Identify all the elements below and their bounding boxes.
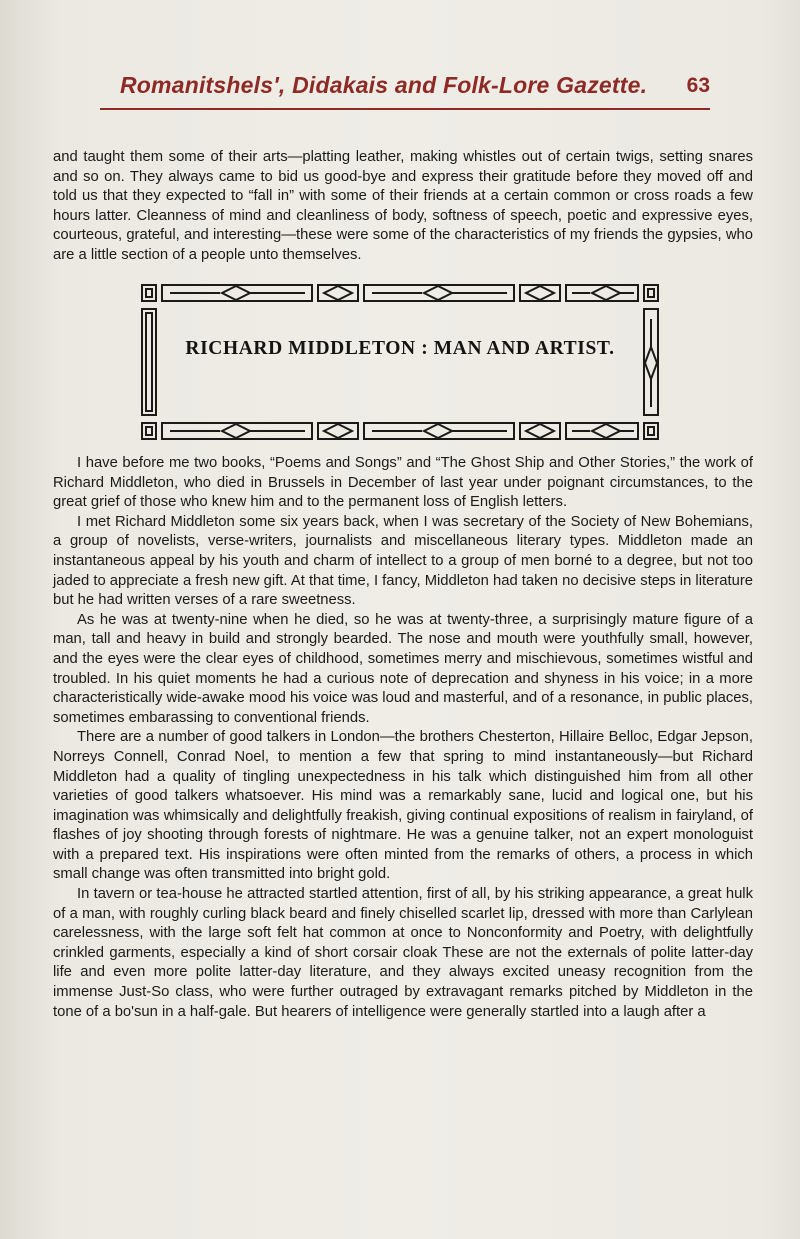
article-body xyxy=(53,454,753,1022)
intro-paragraph: and taught them some of their arts—platting leather, making whistles out of certain twigs, setting snares and so on. They always came to bid us good-bye and express their gratitude before they moved off and told us that they expected to “fall in” with some of their friends at a certain common or cross roads a few hours latter. Cleanness of mind and cleanliness of body, softness of speech, poetic and expressive eyes, courteous, grateful, and interesting—these were some of the characteristics of my friends the gypsies, who are a little section of a people unto themselves. xyxy=(53,149,753,263)
article-paragraph: As he was at twenty-nine when he died, so he was at twenty-three, a surprisingly mature figure of a man, tall and heavy in build and strongly bearded. The nose and mouth were youthfully small, however, and the eyes were the clear eyes of childhood, sometimes merry and mischievous, sometimes wistful and troubled. In his quiet moments he had a curious note of deprecation and shyness in his voice; in a more characteristically wide-awake mood his voice was loud and masterful, and of a resonance, in public places, sometimes embarassing to conventional friends. xyxy=(53,611,753,726)
running-title: Romanitshels', Didakais and Folk-Lore Gazette. xyxy=(120,72,648,98)
header-rule xyxy=(100,108,710,110)
page-number: 63 xyxy=(686,74,710,97)
section-heading-ornament xyxy=(140,283,660,441)
page-header xyxy=(100,72,710,116)
intro-paragraph-block xyxy=(53,148,753,266)
article-paragraph: There are a number of good talkers in London—the brothers Chesterton, Hillaire Belloc, Edgar Jepson, Norreys Connell, Conrad Noel, to mention a few that spring to mind instantaneously—but Richard Middleton had a quality of tingling unexpectedness in his talk which distinguished him from all other varieties of good talkers whatsoever. His mind was a remarkably sane, lucid and logical one, but his imagination was whimsically and delightfully freakish, giving continual expositions of realism in fairyland, of flashes of joy shooting through forests of nightmare. He was a genuine talker, not an expert monologuist with a prepared text. His inspirations were often minted from the remarks of others, a process in which small change was often transmitted into bright gold. xyxy=(53,729,753,883)
article-paragraph: I met Richard Middleton some six years back, when I was secretary of the Society of New Bohemians, a group of novelists, verse-writers, journalists and miscellaneous literary types. Middleton made an instantaneous appeal by his youth and charm of intellect to a group of men borné to a degree, but not too jaded to appreciate a fresh new gift. At that time, I fancy, Middleton had taken no decisive steps in literature but he had written verses of a rare sweetness. xyxy=(53,513,753,609)
article-paragraph: I have before me two books, “Poems and Songs” and “The Ghost Ship and Other Stories,” the work of Richard Middleton, who died in Brussels in December of last year under poignant circumstances, to the great grief of those who knew him and to the permanent loss of English letters. xyxy=(53,455,753,511)
section-title: RICHARD MIDDLETON : MAN AND ARTIST. xyxy=(185,338,615,359)
article-paragraph: In tavern or tea-house he attracted startled attention, first of all, by his striking appearance, a great hulk of a man, with roughly curling black beard and finely chiselled scarlet lip, dressed with more than Carlylean carelessness, with the large soft felt hat common at once to Nonconformity and Poetry, with delightfully crinkled garments, especially a kind of short corsair cloak These are not the externals of polite latter-day life and even more polite latter-day literature, and they always excited uneasy recognition from the immense Just-So class, who were further outraged by extravagant remarks pitched by Middleton in the tone of a bo'sun in a half-gale. But hearers of intelligence were generally startled into a laugh after a xyxy=(53,886,753,1020)
ornamental-border-icon xyxy=(140,283,660,441)
